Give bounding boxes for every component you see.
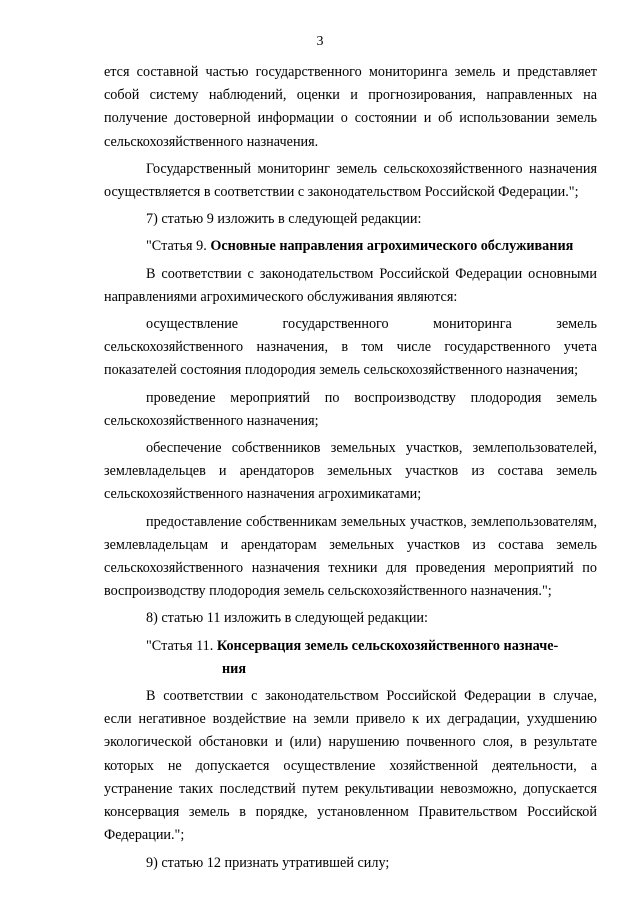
paragraph-monitoring-definition: ется составной частью государственного мониторинга земель и представляет собой систему наблюдений, оценки и прогнозирования, направленных на получение достоверной информации о состоянии и об использовании земель сельскохозяйственного назначения. <box>104 64 597 150</box>
article-9-prefix: "Статья 9. <box>146 238 207 255</box>
page-number: 3 <box>316 34 324 49</box>
document-body <box>104 61 597 875</box>
paragraph-article-9-intro: В соответствии с законодательством Российской Федерации основными направлениями агрохимического обслуживания являются: <box>104 265 597 305</box>
paragraph-amend-article-9: 7) статью 9 изложить в следующей редакции: <box>146 211 422 228</box>
article-11-title-line-2: ния <box>222 660 247 677</box>
paragraph-repeal-article-12: 9) статью 12 признать утратившей силу; <box>146 854 390 871</box>
paragraph-article-9-item-3: обеспечение собственников земельных участков, землепользователей, землевладельцев и арендаторов земельных участков из состава земель сельскохозяйственного назначения агрохимикатами; <box>104 440 597 503</box>
article-9-title: Основные направления агрохимического обслуживания <box>210 238 574 255</box>
article-9-heading <box>104 235 597 258</box>
paragraph-monitoring-legal-basis: Государственный мониторинг земель сельскохозяйственного назначения осуществляется в соответствии с законодательством Российской Федерации."; <box>104 160 597 201</box>
article-11-title-line-1: Консервация земель сельскохозяйственного назначе- <box>216 637 559 654</box>
paragraph-article-11-body: В соответствии с законодательством Российской Федерации в случае, если негативное воздействие на земли привело к их деградации, ухудшению экологической обстановки и (или) нарушению почвенного слоя, в результате которых не допускается осуществление хозяйственной деятельности, а устранение таких последствий путем рекультивации невозможно, допускается консервация земель в порядке, установленном Правительством Российской Федерации."; <box>104 688 597 844</box>
article-11-prefix: "Статья 11. <box>146 637 214 654</box>
paragraph-article-9-item-4: предоставление собственникам земельных участков, землепользователям, землевладельцам и арендаторам земельных участков из состава земель сельскохозяйственного назначения техники для проведения мероприятий по воспроизводству плодородия земель сельскохозяйственного назначения."; <box>104 513 597 600</box>
paragraph-amend-article-11: 8) статью 11 изложить в следующей редакции: <box>146 610 428 627</box>
paragraph-article-9-item-1: осуществление государственного мониторинга земель сельскохозяйственного назначения, в том числе государственного учета показателей состояния плодородия земель сельскохозяйственного назначения; <box>104 316 597 379</box>
paragraph-article-9-item-2: проведение мероприятий по воспроизводству плодородия земель сельскохозяйственного назначения; <box>104 389 597 429</box>
article-11-heading <box>104 635 597 658</box>
